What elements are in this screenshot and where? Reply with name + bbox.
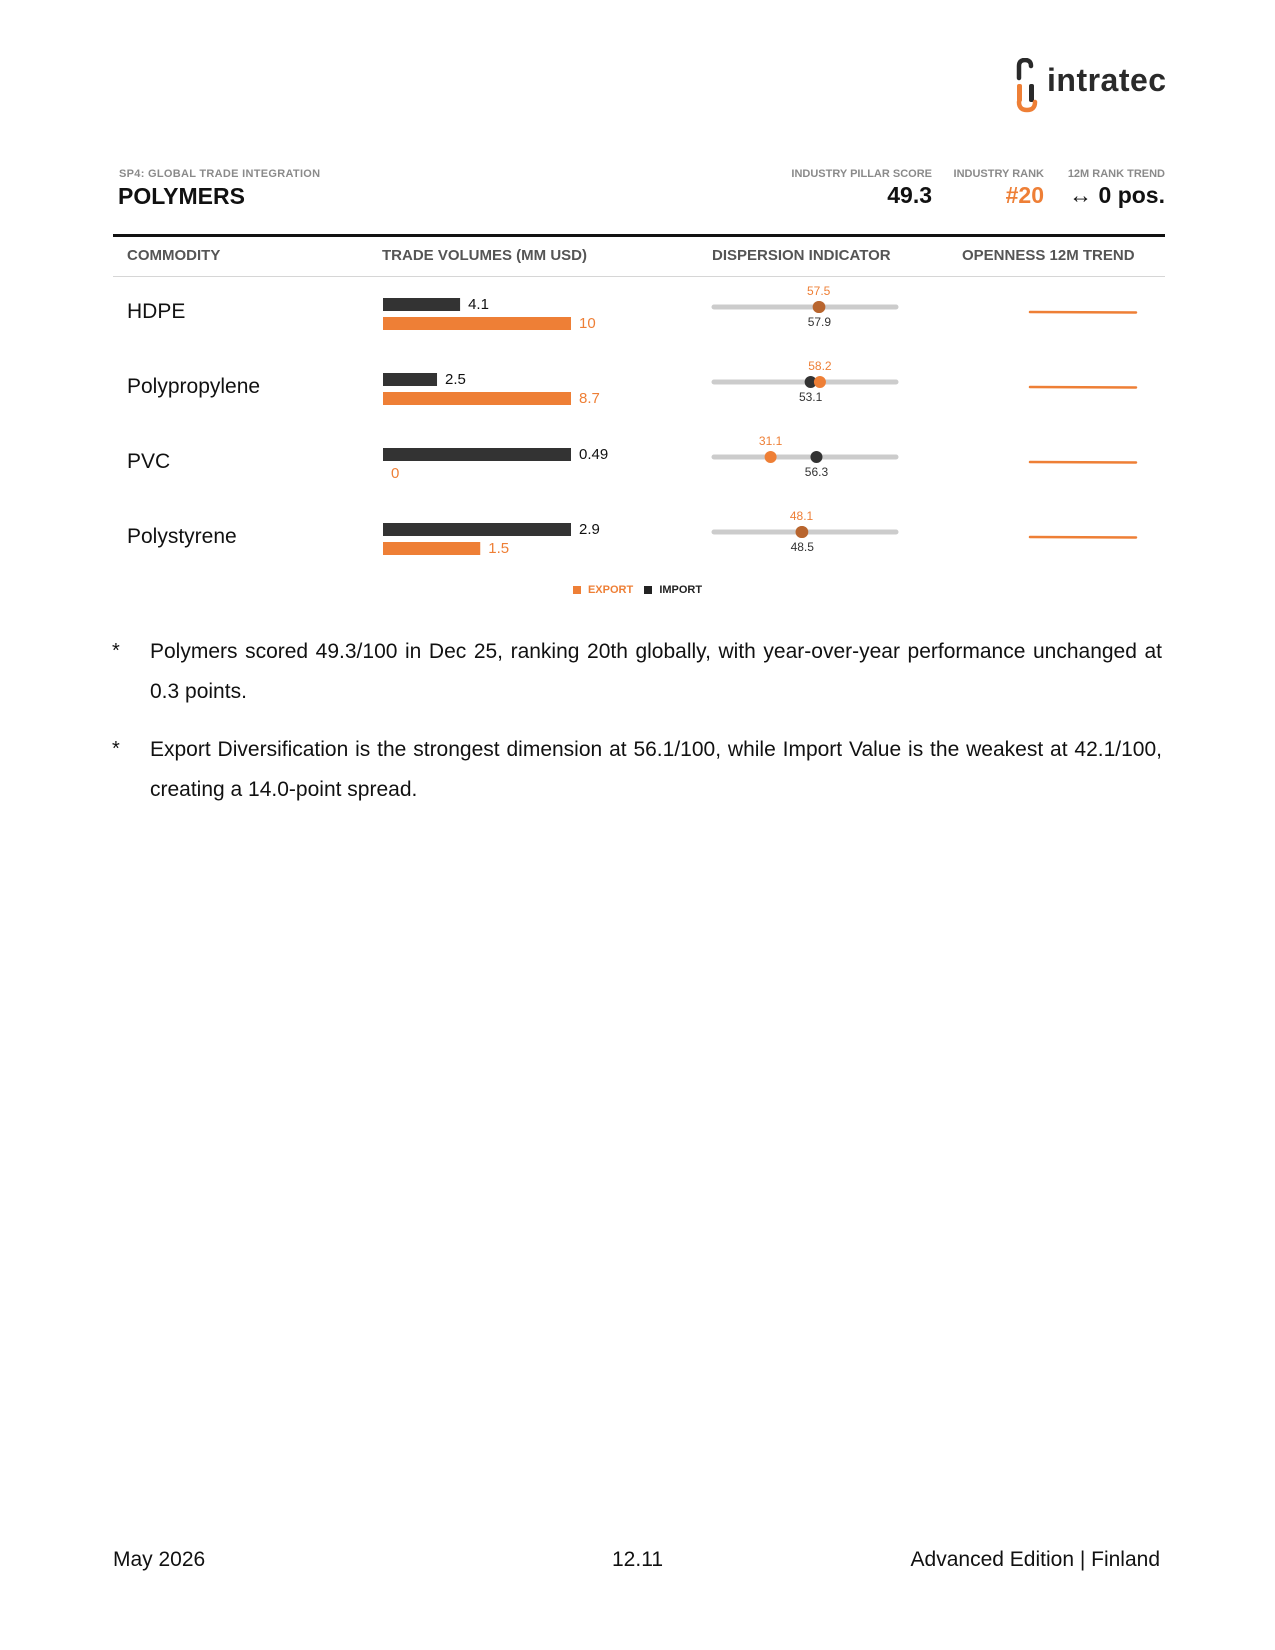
bullet-marker: * bbox=[112, 640, 120, 662]
kpi-rank-value: #20 bbox=[1005, 182, 1044, 208]
dispersion-export-dot bbox=[813, 301, 825, 313]
page-title: POLYMERS bbox=[118, 183, 245, 209]
kpi-trend-label: 12M RANK TREND bbox=[1067, 168, 1165, 180]
export-value-label: 0 bbox=[391, 465, 400, 482]
openness-trend-line bbox=[1030, 387, 1136, 388]
legend-export-label: EXPORT bbox=[587, 584, 634, 597]
export-bar bbox=[383, 542, 480, 555]
dispersion-export-label: 31.1 bbox=[758, 434, 783, 448]
commodity-name: PVC bbox=[127, 450, 171, 473]
footer-page-number: 12.11 bbox=[612, 1548, 663, 1571]
kpi-score-label: INDUSTRY PILLAR SCORE bbox=[791, 168, 932, 180]
bullet-marker: * bbox=[112, 738, 120, 760]
chart-legend bbox=[0, 584, 1275, 596]
column-header-openness-trend: OPENNESS 12M TREND bbox=[962, 247, 1135, 264]
import-value-label: 2.5 bbox=[445, 371, 466, 388]
dispersion-import-dot bbox=[810, 451, 822, 463]
dispersion-export-dot bbox=[814, 376, 826, 388]
dispersion-export-dot bbox=[765, 451, 777, 463]
commodity-table-chart bbox=[0, 0, 1275, 580]
dispersion-export-label: 48.1 bbox=[789, 509, 814, 523]
kpi-rank-label: INDUSTRY RANK bbox=[953, 168, 1044, 180]
import-bar bbox=[383, 523, 571, 536]
import-bar bbox=[383, 298, 460, 311]
dispersion-export-label: 58.2 bbox=[808, 359, 832, 373]
dispersion-export-dot bbox=[796, 526, 808, 538]
legend-export-swatch bbox=[573, 586, 581, 594]
legend-import-label: IMPORT bbox=[659, 584, 703, 597]
dispersion-import-label: 57.9 bbox=[807, 315, 832, 329]
column-header-commodity: COMMODITY bbox=[127, 247, 221, 264]
export-value-label: 10 bbox=[579, 315, 596, 332]
kpi-score-value: 49.3 bbox=[887, 182, 932, 208]
legend-import-swatch bbox=[644, 586, 652, 594]
commodity-name: Polypropylene bbox=[127, 375, 261, 398]
export-value-label: 1.5 bbox=[488, 540, 510, 557]
bullet-text: Polymers scored 49.3/100 in Dec 25, ranking 20th globally, with year-over-year performance unchanged at 0.3 points. bbox=[150, 640, 1162, 703]
import-bar bbox=[383, 373, 437, 386]
kpi-trend-value: ↔ 0 pos. bbox=[1069, 182, 1165, 208]
dispersion-import-label: 56.3 bbox=[804, 465, 829, 479]
export-value-label: 8.7 bbox=[579, 390, 600, 407]
commodity-name: HDPE bbox=[127, 300, 186, 323]
commodity-name: Polystyrene bbox=[127, 525, 237, 548]
dispersion-export-label: 57.5 bbox=[806, 284, 831, 298]
footer-edition: Advanced Edition | Finland bbox=[910, 1548, 1160, 1571]
import-value-label: 2.9 bbox=[579, 521, 600, 538]
section-label: SP4: GLOBAL TRADE INTEGRATION bbox=[119, 168, 321, 180]
column-header-dispersion: DISPERSION INDICATOR bbox=[712, 247, 891, 264]
import-bar bbox=[383, 448, 571, 461]
openness-trend-line bbox=[1030, 312, 1136, 313]
column-header-trade-volumes: TRADE VOLUMES (MM USD) bbox=[382, 247, 587, 264]
openness-trend-line bbox=[1030, 537, 1136, 538]
export-bar bbox=[383, 392, 571, 405]
footer-date: May 2026 bbox=[113, 1548, 206, 1571]
import-value-label: 4.1 bbox=[468, 296, 489, 313]
bullet-text: Export Diversification is the strongest dimension at 56.1/100, while Import Value is the weakest at 42.1/100, creating a 14.0-point spread. bbox=[150, 738, 1162, 801]
dispersion-import-label: 48.5 bbox=[790, 540, 814, 554]
openness-trend-line bbox=[1030, 462, 1136, 463]
dispersion-import-label: 53.1 bbox=[798, 390, 823, 404]
import-value-label: 0.49 bbox=[579, 446, 609, 463]
export-bar bbox=[383, 317, 571, 330]
logo-text: intratec bbox=[1047, 62, 1167, 98]
